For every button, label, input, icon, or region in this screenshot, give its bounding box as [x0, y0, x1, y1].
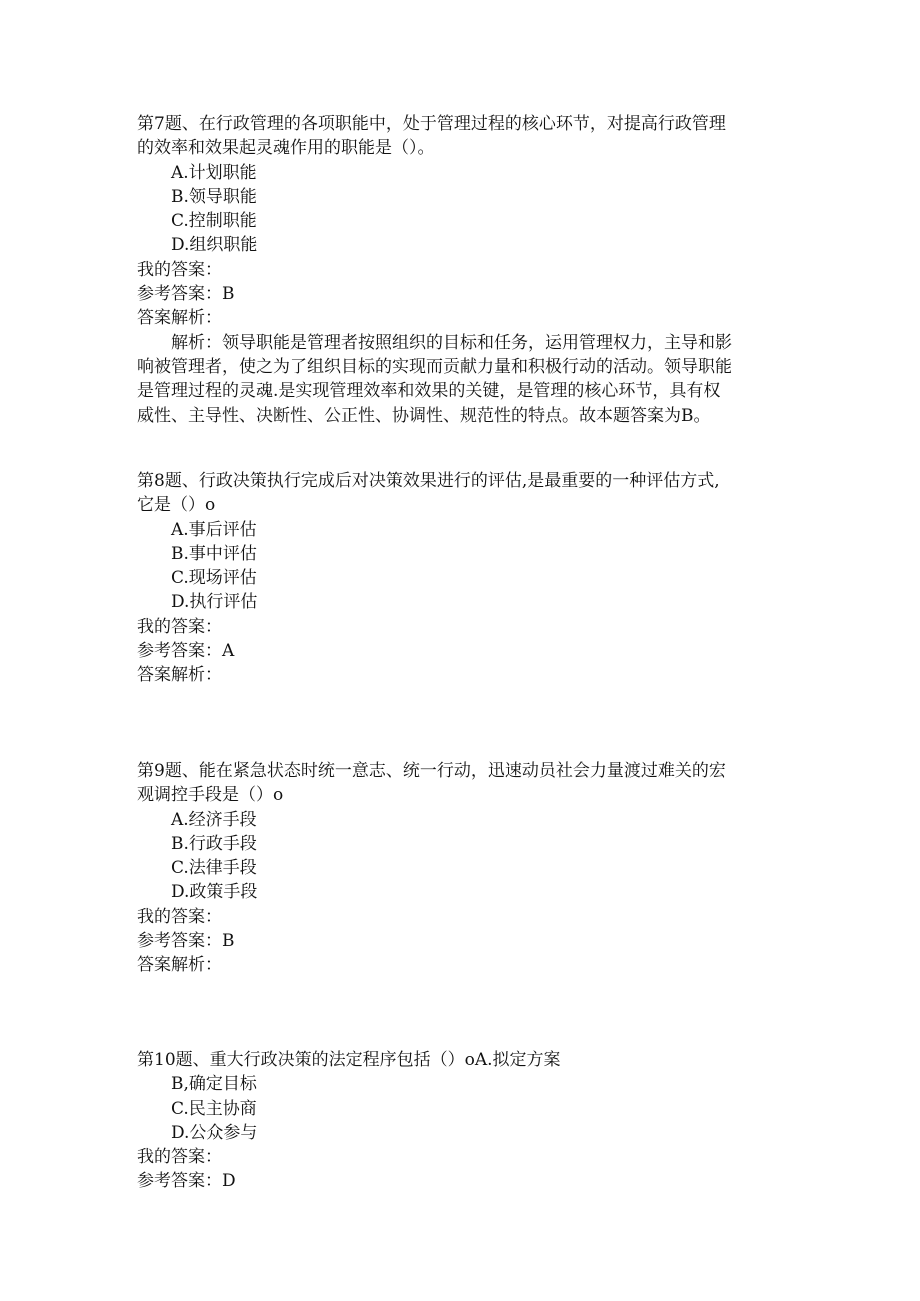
option-d: D.执行评估 [171, 592, 258, 613]
question-stem: 第8题、行政决策执行完成后对决策效果进行的评估,是最重要的一种评估方式, [137, 471, 720, 491]
option-d: D.组织职能 [171, 235, 258, 256]
question-stem: 第10题、重大行政决策的法定程序包括（）oA.拟定方案 [137, 1050, 561, 1070]
question-10 [137, 1048, 787, 1194]
option-a: A.经济手段 [171, 809, 257, 830]
option-a: A.事后评估 [171, 519, 257, 540]
question-stem: 第9题、能在紧急状态时统一意志、统一行动，迅速动员社会力量渡过难关的宏 [137, 761, 726, 781]
reference-answer: 参考答案：B [137, 284, 235, 305]
analysis-label: 答案解析： [137, 308, 222, 329]
option-b: B.领导职能 [171, 186, 257, 207]
my-answer-label: 我的答案： [137, 259, 222, 280]
question-stem: 第7题、在行政管理的各项职能中，处于管理过程的核心环节，对提高行政管理 [137, 114, 726, 134]
analysis-text: 响被管理者，使之为了组织目标的实现而贡献力量和积极行动的活动。领导职能 [137, 356, 732, 377]
reference-answer: 参考答案：B [137, 931, 235, 952]
question-stem: 观调控手段是（）o [137, 785, 284, 806]
analysis-text: 是管理过程的灵魂.是实现管理效率和效果的关键，是管理的核心环节，具有权 [137, 381, 721, 402]
option-d: D.公众参与 [171, 1122, 258, 1143]
question-7 [137, 112, 787, 428]
question-stem: 的效率和效果起灵魂作用的职能是（）。 [137, 138, 435, 159]
my-answer-label: 我的答案： [137, 616, 222, 637]
analysis-label: 答案解析： [137, 665, 222, 686]
my-answer-label: 我的答案： [137, 906, 222, 927]
question-stem: 它是（）o [137, 495, 216, 516]
my-answer-label: 我的答案： [137, 1147, 222, 1168]
question-9 [137, 759, 787, 978]
option-c: C.民主协商 [171, 1098, 257, 1119]
option-d: D.政策手段 [171, 882, 258, 903]
question-8 [137, 469, 787, 688]
option-c: C.现场评估 [171, 568, 257, 589]
analysis-text: 威性、主导性、决断性、公正性、协调性、规范性的特点。故本题答案为B。 [137, 405, 711, 426]
option-b: B.事中评估 [171, 543, 257, 564]
reference-answer: 参考答案：D [137, 1171, 236, 1192]
option-b: B,确定目标 [171, 1074, 257, 1095]
reference-answer: 参考答案：A [137, 641, 235, 662]
option-c: C.法律手段 [171, 858, 257, 879]
analysis-text: 解析：领导职能是管理者按照组织的目标和任务，运用管理权力，主导和影 [171, 332, 732, 353]
option-c: C.控制职能 [171, 211, 257, 232]
option-b: B.行政手段 [171, 833, 257, 854]
option-a: A.计划职能 [171, 162, 257, 183]
analysis-label: 答案解析： [137, 955, 222, 976]
